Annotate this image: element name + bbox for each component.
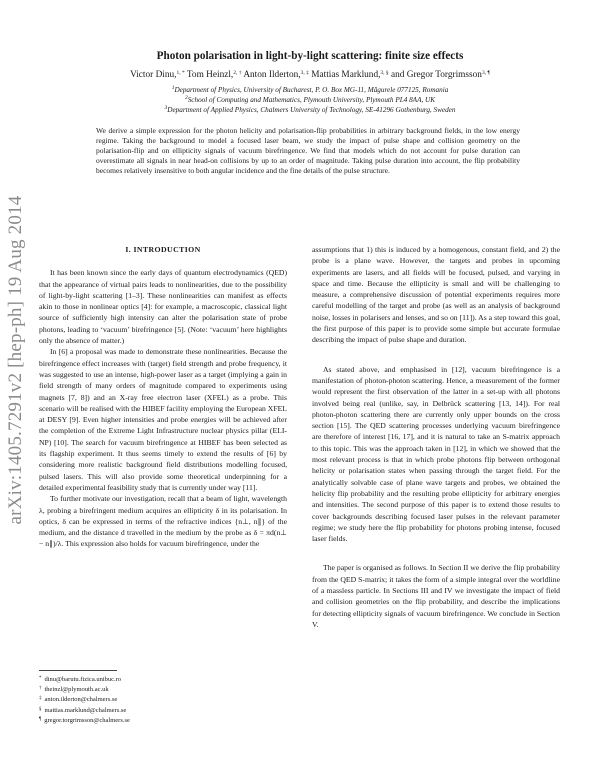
- affiliation-mark: 3: [164, 105, 168, 111]
- paragraph: As stated above, and emphasised in [12], vacuum birefringence is a manifestation of photon-photon scattering. Hence, a measurement of the former would represent the first observation of the latter in a set-up with all photons involved being real (unlike, say, in Delbrück scattering [13, 14]). For real photon-photon scattering there are currently only upper bounds on the cross section [15]. The QED scattering processes underlying vacuum birefringence are therefore of interest [16, 17], and it is natural to take an S-matrix approach to this topic. This was the approach taken in [12], in which we showed that the most relevant process is that in which probe photons flip between orthogonal helicity or polarisation states when passing through the target field. For the analytically solvable case of plane wave targets and probes, we obtained the helicity flip probability and the resulting probe ellipticity for arbitrary energies and intensities. The second purpose of this paper is to extend those results to cover backgrounds describing focused laser pulses in the relevant parameter regime; we study here the flip probability for photons probing intense, focused laser fields.: [312, 364, 560, 544]
- abstract: We derive a simple expression for the photon helicity and polarisation-flip probabilities in arbitrary background fields, in the low energy regime. Taking the background to model a focused laser beam, we study the impact of pulse shape and collision geometry on the polarisation-flip and on ellipticity signals of vacuum birefringence. We find that models which do not account for pulse duration can overestimate all signals in near head-on collisions by up to an order of magnitude. Taking pulse duration into account, the flip probability becomes relatively insensitive to both angular incidence and the fine details of the pulse structure.: [96, 126, 520, 175]
- footnotes: [39, 670, 287, 725]
- author-name: Mattias Marklund,: [311, 70, 381, 80]
- author-mark: 3, ‡: [300, 70, 309, 76]
- paragraph: The paper is organised as follows. In Section II we derive the flip probability from the QED S-matrix; it takes the form of a simple integral over the worldline of a massless particle. In Sections III and IV we investigate the impact of field and collision geometries on the flip probability, and describe the implications for detecting ellipticity signals of vacuum birefringence. We conclude in Section V.: [312, 563, 560, 629]
- author-list: [50, 70, 570, 80]
- footnote-rule: [39, 670, 117, 671]
- author-mark: 3, §: [380, 70, 389, 76]
- author-mark: 1, *: [176, 70, 185, 76]
- footnote-mark: ¶: [39, 716, 42, 722]
- footnote: [39, 715, 287, 725]
- right-column: [312, 244, 560, 630]
- affiliation: [60, 106, 560, 115]
- footnote: [39, 705, 287, 715]
- footnote-email: anton.ilderton@chalmers.se: [44, 696, 118, 704]
- author-name: Anton Ilderton,: [243, 70, 301, 80]
- affiliation-text: School of Computing and Mathematics, Plymouth University, Plymouth PL4 8AA, UK: [187, 96, 436, 104]
- author-name: Victor Dinu,: [130, 70, 177, 80]
- footnote-mark: §: [39, 706, 42, 712]
- footnote-mark: †: [39, 686, 42, 692]
- footnote-email: mattias.marklund@chalmers.se: [44, 706, 127, 714]
- author-name: and Gregor Torgrimsson: [391, 70, 482, 80]
- paragraph: To further motivate our investigation, recall that a beam of light, wavelength λ, probing a birefringent medium acquires an ellipticity δ in its polarisation. In optics, δ can be expressed in terms of the refractive indices {n⊥, n∥} of the medium, and the distance d travelled in the medium by the probe as δ = πd(n⊥ − n∥)/λ. This expression also holds for vacuum birefringence, under the: [39, 494, 287, 549]
- footnote: [39, 674, 287, 684]
- author-mark: 2, †: [233, 70, 242, 76]
- affiliation-text: Department of Applied Physics, Chalmers University of Technology, SE-41296 Gothenburg, Sweden: [167, 106, 456, 114]
- affiliation: [60, 96, 560, 105]
- author-name: Tom Heinzl,: [186, 70, 234, 80]
- footnote: [39, 684, 287, 694]
- arxiv-stamp-text: arXiv:1405.7291v2 [hep-ph] 19 Aug 2014: [5, 195, 26, 525]
- affiliation-mark: 1: [171, 85, 175, 91]
- paragraph: It has been known since the early days of quantum electrodynamics (QED) that the appearance of virtual pairs leads to nonlinearities, due to the possibility of light-by-light scattering [1–3]. These nonlinearities can manifest as effects akin to those in nonlinear optics [4]: for example, a macroscopic, classical light source of sufficiently high intensity can alter the polarisation state of probe photons, leading to ‘vacuum’ birefringence [5]. (Note: ‘vacuum’ here highlights only the absence of matter.): [39, 268, 287, 346]
- affiliation: [60, 86, 560, 95]
- section-heading: I. INTRODUCTION: [125, 245, 201, 254]
- affiliation-text: Department of Physics, University of Bucharest, P. O. Box MG-11, Măgurele 077125, Romania: [174, 86, 449, 94]
- arxiv-stamp: [4, 130, 28, 590]
- affiliation-mark: 2: [184, 95, 188, 101]
- footnote-mark: *: [39, 676, 42, 681]
- left-column: [39, 244, 287, 550]
- paragraph: In [6] a proposal was made to demonstrate these nonlinearities. Because the birefringence effect increases with (target) field strength and probe frequency, it was suggested to use an intense, high-power laser as a target (implying a gain in field strength of many orders of magnitude compared to experiments using magnets [7, 8]) and an X-ray free electron laser (XFEL) as a probe. This scenario will be realised with the HIBEF facility employing the European XFEL at DESY [9]. Even higher intensities and probe energies will be achieved after the completion of the Extreme Light Infrastructure nuclear physics pillar (ELI-NP) [10]. The search for vacuum birefringence at HIBEF has been selected as its flagship experiment. It thus seems timely to extend the results of [6] by considering more realistic background field distributions modelling focused, pulsed lasers. This will also provide some theoretical underpinning for a detailed experimental feasibility study that is currently under way [11].: [39, 347, 287, 492]
- footnote-mark: ‡: [39, 696, 42, 702]
- footnote: [39, 694, 287, 704]
- footnote-email: dinu@barutu.fizica.unibuc.ro: [44, 676, 122, 683]
- footnote-email: theinzl@plymouth.ac.uk: [44, 686, 109, 694]
- author-mark: 3, ¶: [481, 70, 490, 76]
- paper-title: Photon polarisation in light-by-light scattering: finite size effects: [156, 50, 464, 62]
- paragraph: assumptions that 1) this is induced by a homogenous, constant field, and 2) the probe is a plane wave. However, the targets and probes in upcoming experiments are lasers, and all fields will be focused, pulsed, and varying in space and time. Because the ellipticity is small and will be challenging to measure, a comprehensive discussion of potential experiments requires more careful modelling of the target and probe (as well as an analysis of background noise, losses in polarisers and lenses, and so on [11]). As a step toward this goal, the first purpose of this paper is to provide some simple but accurate formulae describing the impact of pulse shape and duration.: [312, 245, 560, 345]
- footnote-email: gregor.torgrimsson@chalmers.se: [44, 716, 130, 724]
